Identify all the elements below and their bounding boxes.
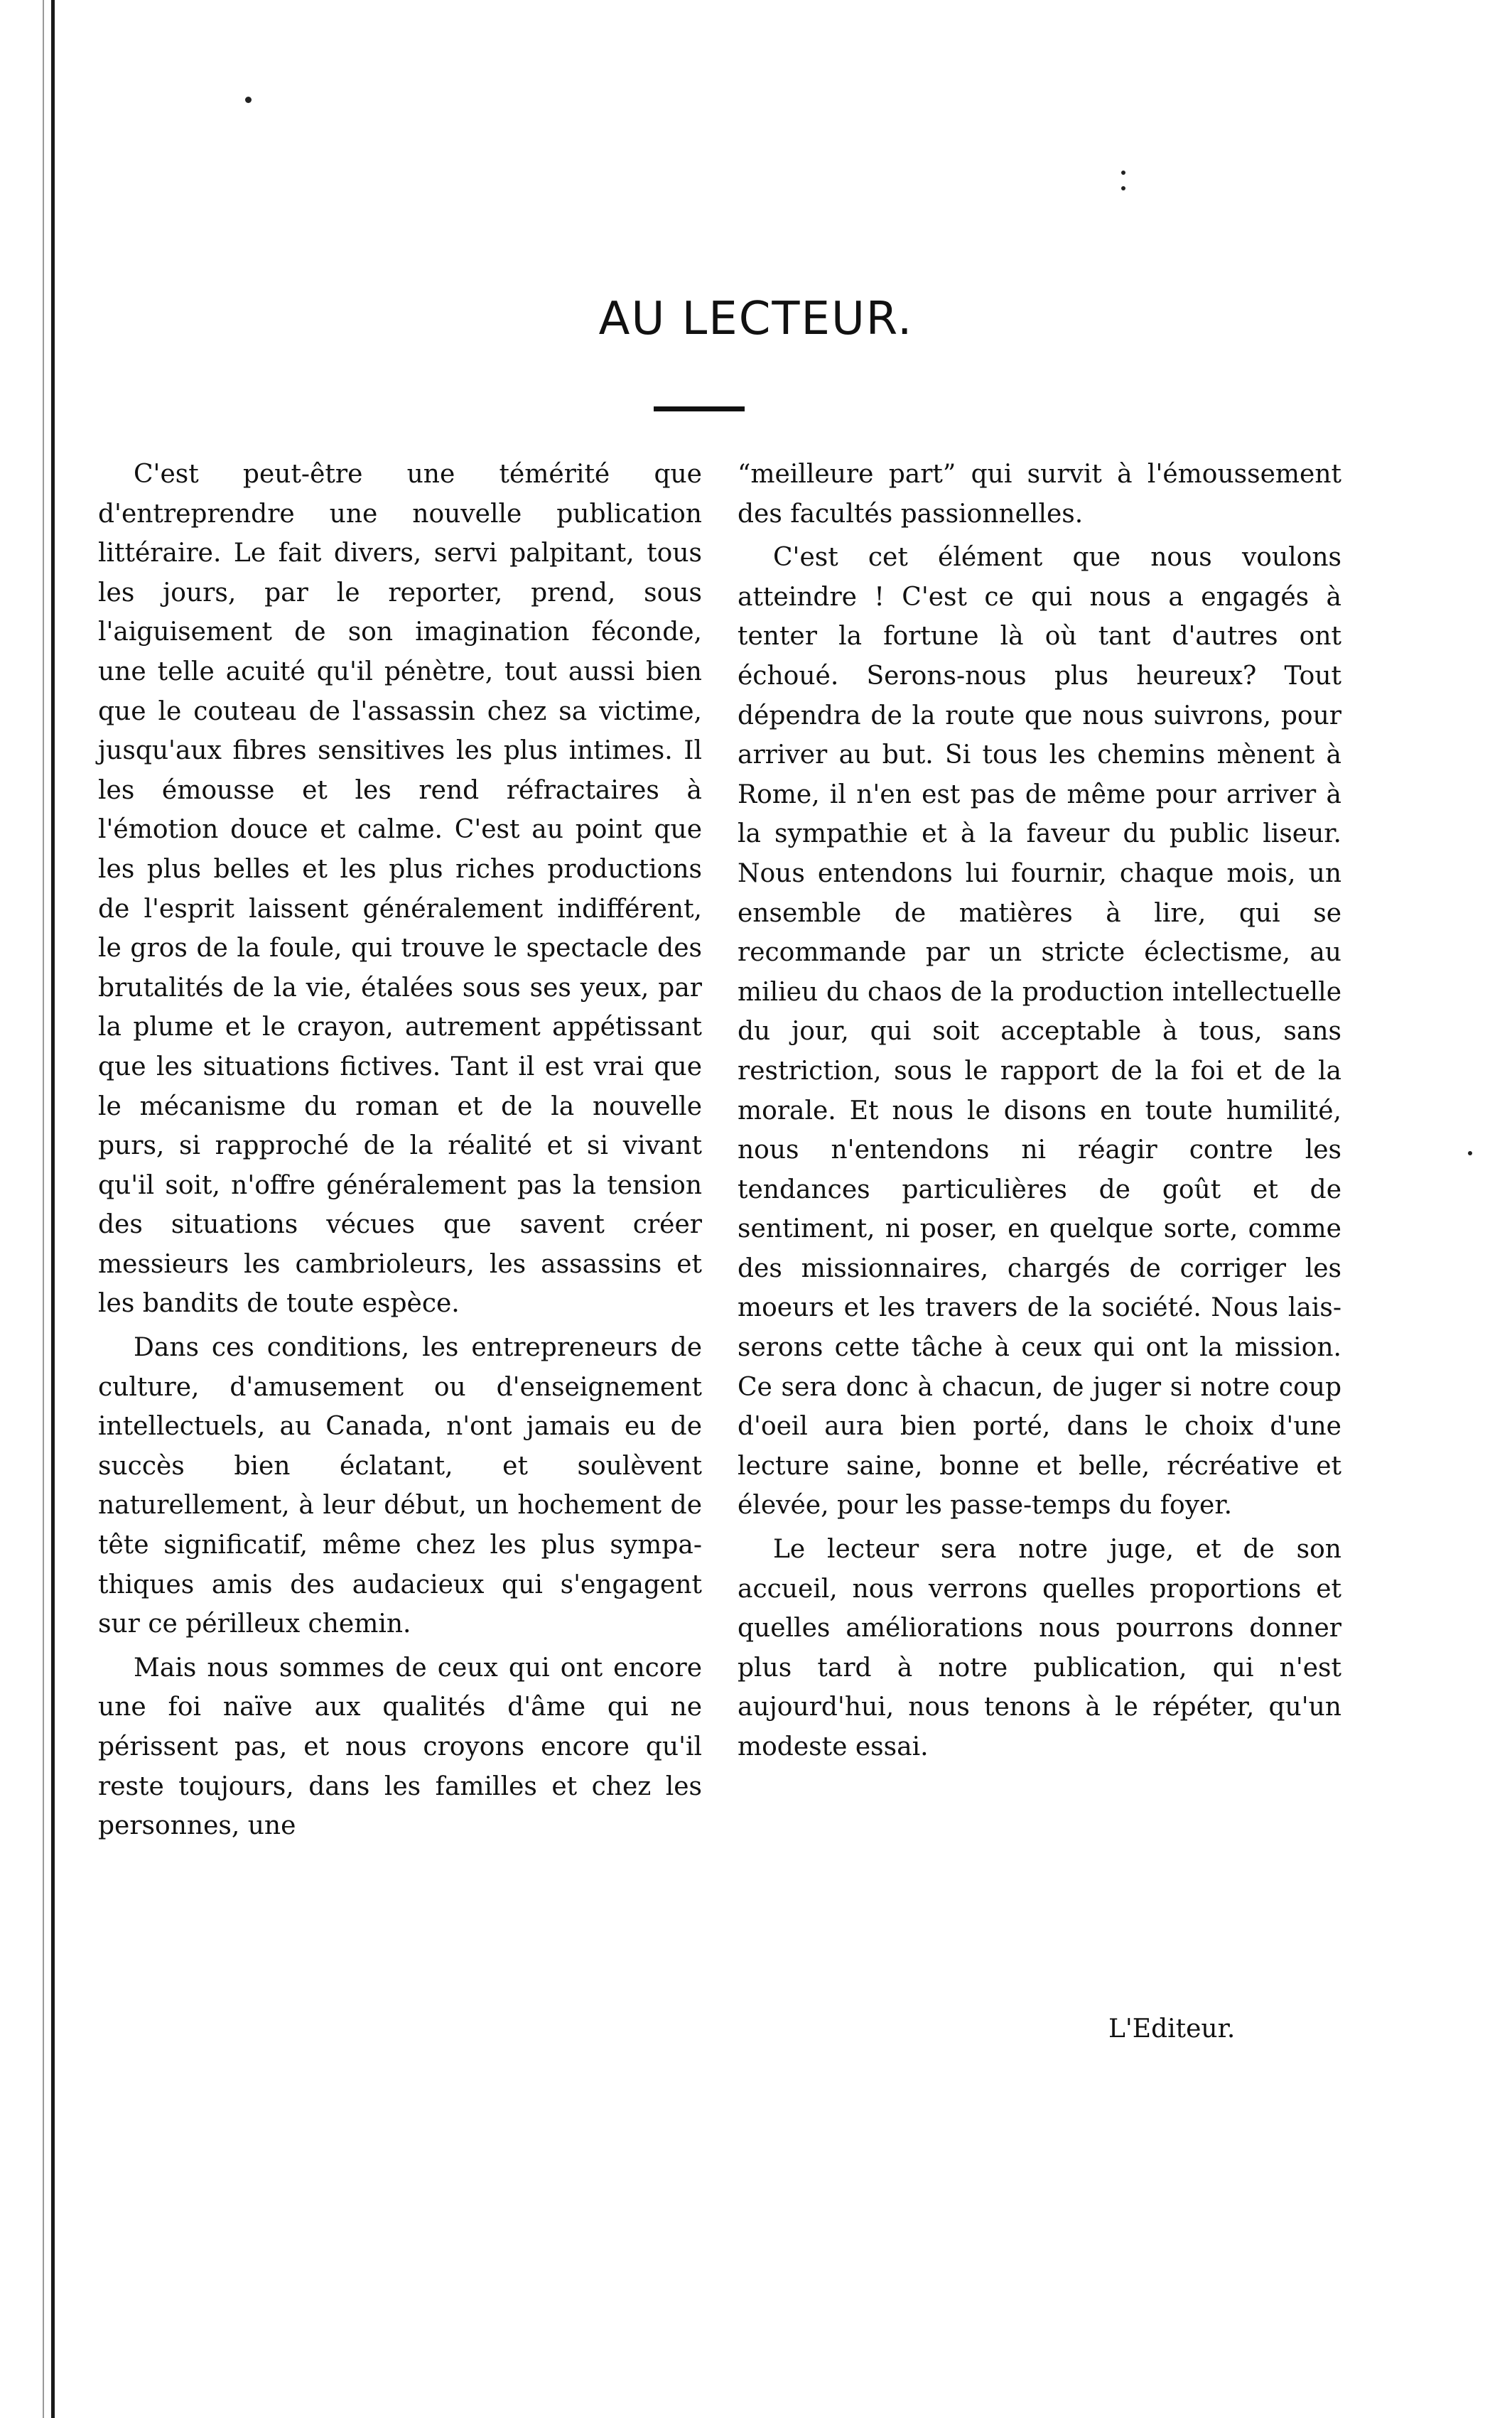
print-speck [1468, 1151, 1472, 1155]
page-title: AU LECTEUR. [598, 293, 914, 345]
paragraph-continuation: “meilleure part” qui survit à l'émoussement des facultés passionnelles. [738, 460, 1341, 529]
print-speck [245, 97, 252, 103]
left-column [98, 455, 702, 1850]
paragraph: C'est cet élément que nous voulons atteindre ! C'est ce qui nous a engagés à tenter la fortune là où tant d'autres ont échoué. Serons-nous plus heureux? Tout dépendra de la route que nous suivrons, pour arriver au but. Si tous les chemins mènent à Rome, il n'en est pas de même pour arriver à la sympathie et à la faveur du public liseur. Nous entendons lui fournir, chaque mois, un ensemble de matières à lire, qui se recommande par un stricte éclectisme, au milieu du chaos de la production intellectuelle du jour, qui soit acceptable à tous, sans restriction, sous le rapport de la foi et de la morale. Et nous le disons en toute humilité, nous n'entendons ni réagir contre les tendances particulières de goût et de sentiment, ni poser, en quelque sorte, comme des missionnaires, chargés de corriger les moeurs et les travers de la société. Nous laisserons cette tâche à ceux qui ont la mission. Ce sera donc à chacun, de juger si notre coup d'oeil aura bien porté, dans le choix d'une lecture saine, bonne et belle, récréative et élevée, pour les passe-temps du foyer. [738, 543, 1341, 1521]
print-speck [1121, 186, 1125, 190]
editor-signature: L'Editeur. [1108, 2014, 1236, 2044]
title-rule [654, 406, 745, 411]
paragraph: Mais nous sommes de ceux qui ont encore une foi naïve aux qualités d'âme qui ne périssent pas, et nous croyons encore qu'il reste toujours, dans les familles et chez les personnes, une [98, 1653, 702, 1841]
paragraph: C'est peut-être une témérité que d'entreprendre une nouvelle publication littéraire. Le fait divers, servi palpitant, tous les jours, par le reporter, prend, sous l'aiguisement de son imagination féconde, une telle acuité qu'il pénètre, tout aussi bien que le couteau de l'assassin chez sa victime, jusqu'aux fibres sensitives les plus intimes. Il les émousse et les rend réfractaires à l'émotion douce et calme. C'est au point que les plus belles et les plus riches productions de l'esprit laissent généralement indifférent, le gros de la foule, qui trouve le spectacle des brutalités de la vie, étalées sous ses yeux, par la plume et le crayon, autrement appétissant que les situations fictives. Tant il est vrai que le mécanisme du roman et de la nouvelle purs, si rapproché de la réalité et si vivant qu'il soit, n'offre généralement pas la tension des situations vécues que savent créer messieurs les cambrioleurs, les assassins et les bandits de toute espèce. [98, 460, 702, 1319]
print-speck [1121, 171, 1125, 175]
page-binding-shadow [43, 0, 44, 2418]
right-column [738, 455, 1341, 1771]
paragraph: Le lecteur sera notre juge, et de son accueil, nous verrons quelles proportions et quelles améliorations nous pourrons donner plus tard à notre publication, qui n'est aujourd'hui, nous tenons à le répéter, qu'un modeste essai. [738, 1535, 1341, 1761]
page-binding-edge [51, 0, 55, 2418]
paragraph: Dans ces conditions, les entrepreneurs de culture, d'amusement ou d'enseignement intellectuels, au Canada, n'ont jamais eu de succès bien éclatant, et soulèvent naturellement, à leur début, un hochement de tête significatif, même chez les plus sympathiques amis des audacieux qui s'engagent sur ce périlleux chemin. [98, 1333, 702, 1639]
